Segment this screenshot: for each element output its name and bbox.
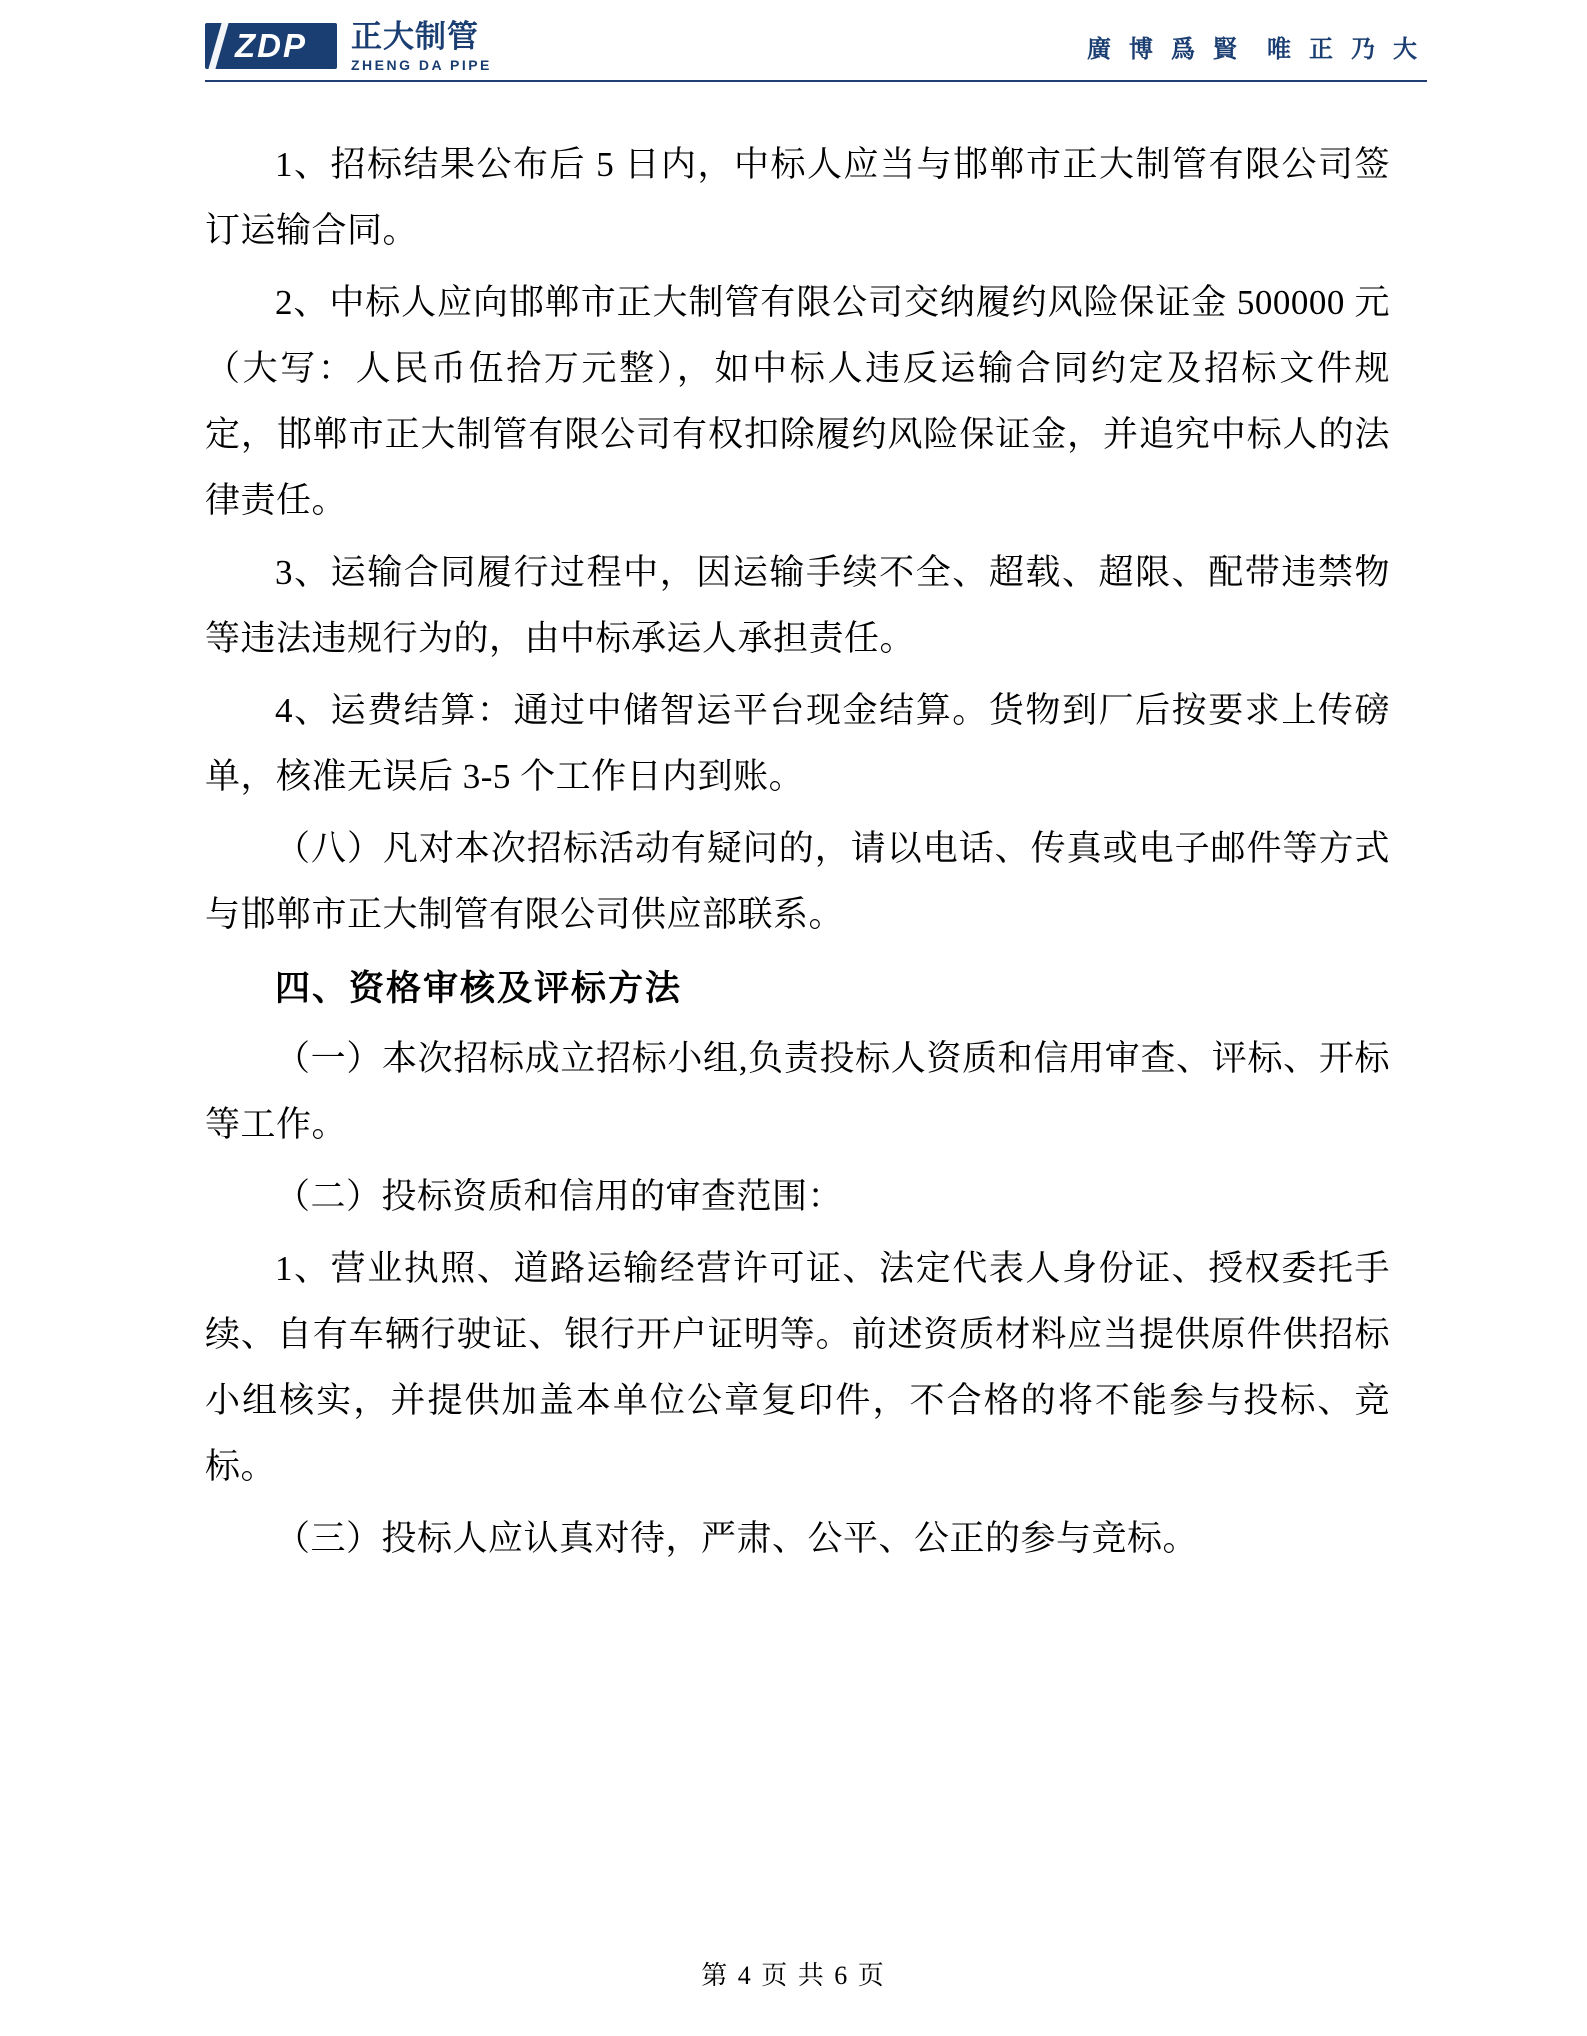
- paragraph: 1、营业执照、道路运输经营许可证、法定代表人身份证、授权委托手续、自有车辆行驶证、银行开户证明等。前述资质材料应当提供原件供招标小组核实，并提供加盖本单位公章复印件，不合格的将不能参与投标、竞标。: [205, 1249, 1390, 1486]
- logo-chinese-name: 正大制管: [351, 18, 479, 54]
- slogan-left: 廣 博 爲 賢: [1087, 36, 1243, 63]
- company-logo: [205, 18, 492, 73]
- page-indicator: 第 4 页 共 6 页: [701, 1961, 886, 1990]
- section-heading: 四、资格审核及评标方法: [275, 969, 683, 1009]
- header-content: [205, 10, 1427, 82]
- paragraph: （二）投标资质和信用的审查范围：: [275, 1177, 844, 1216]
- slogan-right: 唯 正 乃 大: [1267, 36, 1423, 63]
- page-footer: [0, 1955, 1587, 1992]
- paragraph: （三）投标人应认真对待，严肃、公平、公正的参与竞标。: [275, 1519, 1199, 1558]
- zdp-logo-icon: [205, 23, 337, 69]
- page-header: [0, 0, 1587, 98]
- document-body: [205, 132, 1390, 1578]
- logo-slash-shape: [208, 23, 228, 69]
- logo-english-name: ZHENG DA PIPE: [351, 56, 492, 73]
- logo-mark-text: ZDP: [235, 27, 307, 64]
- paragraph: （一）本次招标成立招标小组,负责投标人资质和信用审查、评标、开标等工作。: [205, 1039, 1390, 1144]
- header-divider: [205, 80, 1427, 82]
- paragraph: 3、运输合同履行过程中，因运输手续不全、超载、超限、配带违禁物等违法违规行为的，由中标承运人承担责任。: [205, 553, 1390, 658]
- header-slogan: [1087, 29, 1427, 64]
- paragraph: （八）凡对本次招标活动有疑问的，请以电话、传真或电子邮件等方式与邯郸市正大制管有限公司供应部联系。: [205, 829, 1390, 934]
- paragraph: 2、中标人应向邯郸市正大制管有限公司交纳履约风险保证金 500000 元（大写：人民币伍拾万元整），如中标人违反运输合同约定及招标文件规定，邯郸市正大制管有限公司有权扣除履约风险保证金，并追究中标人的法律责任。: [205, 283, 1390, 520]
- logo-wordmark: [351, 18, 492, 73]
- paragraph: 4、运费结算：通过中储智运平台现金结算。货物到厂后按要求上传磅单，核准无误后 3-5 个工作日内到账。: [205, 691, 1390, 796]
- paragraph: 1、招标结果公布后 5 日内，中标人应当与邯郸市正大制管有限公司签订运输合同。: [205, 145, 1390, 250]
